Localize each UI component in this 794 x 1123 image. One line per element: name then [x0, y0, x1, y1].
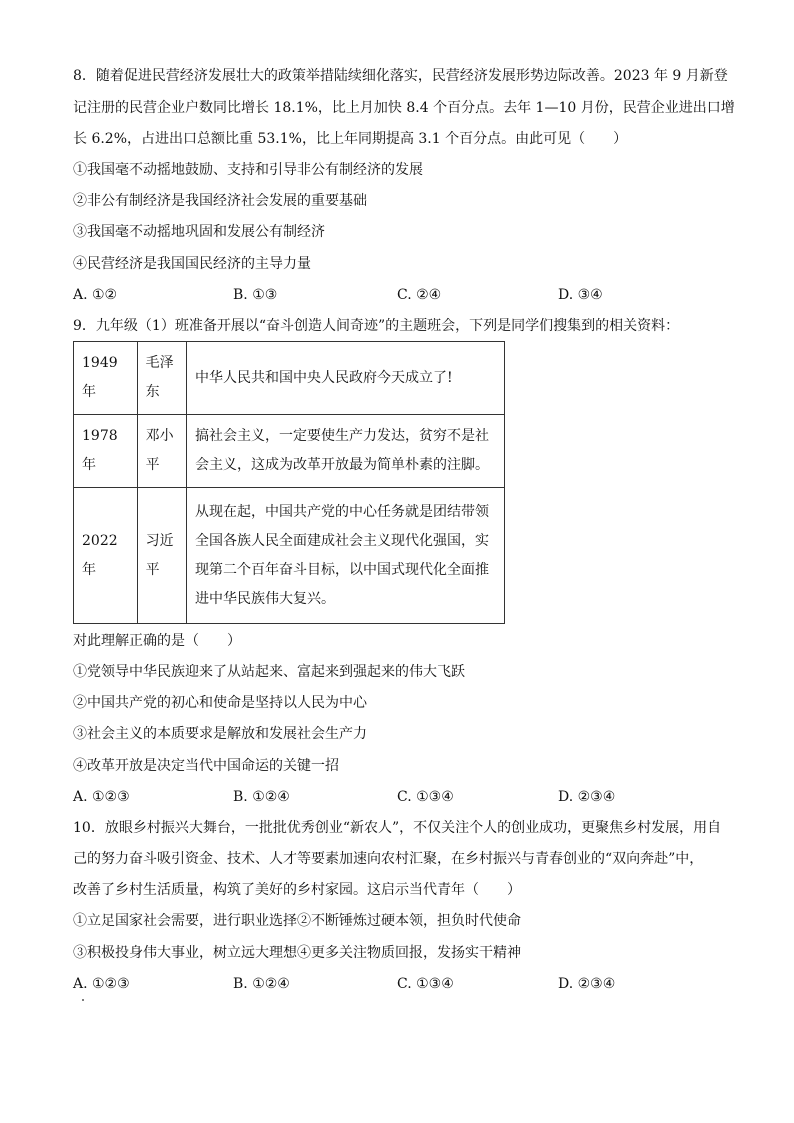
q10-option-b[interactable]: B. ①②④: [233, 976, 290, 992]
scan-dot: [82, 999, 84, 1001]
q8-item-3: ③我国毫不动摇地巩固和发展公有制经济: [73, 224, 325, 240]
q10-item-2: ③积极投身伟大事业，树立远大理想④更多关注物质回报，发扬实干精神: [73, 945, 521, 961]
table-cell-quote: [187, 342, 505, 415]
q9-item-2: ②中国共产党的初心和使命是坚持以人民为中心: [73, 695, 367, 711]
quote-text: 从现在起，中国共产党的中心任务就是团结带领: [195, 503, 490, 520]
quote-text: 会主义，这成为改革开放最为简单朴素的注脚。: [195, 457, 490, 473]
q8-option-c[interactable]: C. ②④: [397, 287, 442, 303]
q10-options: [73, 974, 673, 994]
year-text: 年: [82, 561, 96, 578]
year-text: 年: [82, 457, 96, 473]
table-row: [74, 488, 505, 624]
q8-item-4: ④民营经济是我国国民经济的主导力量: [73, 256, 311, 272]
name-text: 东: [145, 384, 160, 400]
quote-text: 全国各族人民全面建成社会主义现代化强国，实: [195, 532, 490, 549]
name-text: 习近: [145, 532, 174, 549]
name-text: 邓小: [145, 428, 174, 444]
q9-stem: 9．九年级（1）班准备开展以“奋斗创造人间奇迹”的主题班会，下列是同学们搜集到的相关资料：: [73, 318, 680, 334]
q8-item-1: ①我国毫不动摇地鼓励、支持和引导非公有制经济的发展: [73, 162, 423, 178]
q8-options: [73, 285, 673, 305]
q10-stem-line-1: 10．放眼乡村振兴大舞台，一批批优秀创业“新农人”，不仅关注个人的创业成功，更聚焦乡村发展，用自: [73, 820, 722, 836]
q10-option-c[interactable]: C. ①③④: [397, 976, 454, 992]
table-cell-year: [74, 488, 138, 624]
table-cell-quote: [187, 415, 505, 488]
table-row: [74, 342, 505, 415]
q9-question: 对此理解正确的是（ ）: [73, 633, 241, 649]
name-text: 平: [145, 457, 160, 473]
q8-option-a[interactable]: A. ①②: [73, 287, 118, 303]
q9-option-c[interactable]: C. ①③④: [397, 789, 454, 805]
q9-options: [73, 787, 673, 807]
table-cell-name: [137, 415, 186, 488]
q8-stem-line-1: 8．随着促进民营经济发展壮大的政策举措陆续细化落实，民营经济发展形势边际改善。2023 年 9 月新登: [73, 68, 728, 84]
quote-text: 搞社会主义，一定要使生产力发达，贫穷不是社: [195, 428, 490, 444]
quote-text: 中华人民共和国中央人民政府今天成立了!: [195, 369, 453, 386]
q10-item-1: ①立足国家社会需要，进行职业选择②不断锤炼过硬本领，担负时代使命: [73, 913, 521, 929]
q9-item-1: ①党领导中华民族迎来了从站起来、富起来到强起来的伟大飞跃: [73, 664, 465, 680]
table-cell-quote: [187, 488, 505, 624]
q8-option-b[interactable]: B. ①③: [233, 287, 278, 303]
q10-option-a[interactable]: A. ①②③: [73, 976, 130, 992]
year-text: 年: [82, 384, 96, 400]
q8-option-d[interactable]: D. ③④: [558, 287, 603, 303]
q9-item-4: ④改革开放是决定当代中国命运的关键一招: [73, 758, 339, 774]
name-text: 毛泽: [145, 355, 174, 371]
q8-stem-line-2: 记注册的民营企业户数同比增长 18.1%，比上月加快 8.4 个百分点。去年 1—10 月份，民营企业进出口增: [73, 100, 735, 116]
q9-table: [73, 341, 505, 624]
year-text: 1978: [82, 428, 118, 444]
q9-option-d[interactable]: D. ②③④: [558, 789, 616, 805]
year-text: 1949: [82, 355, 118, 371]
q9-item-3: ③社会主义的本质要求是解放和发展社会生产力: [73, 726, 367, 742]
q8-item-2: ②非公有制经济是我国经济社会发展的重要基础: [73, 193, 367, 209]
q8-stem-line-3: 长 6.2%，占进出口总额比重 53.1%，比上年同期提高 3.1 个百分点。由此可见（ ）: [73, 131, 628, 147]
table-cell-name: [137, 342, 186, 415]
quote-text: 现第二个百年奋斗目标，以中国式现代化全面推: [195, 561, 490, 578]
year-text: 2022: [82, 532, 118, 549]
q10-option-d[interactable]: D. ②③④: [558, 976, 616, 992]
table-row: [74, 415, 505, 488]
table-cell-year: [74, 415, 138, 488]
q10-stem-line-3: 改善了乡村生活质量，构筑了美好的乡村家园。这启示当代青年（ ）: [73, 882, 521, 898]
table-cell-year: [74, 342, 138, 415]
name-text: 平: [145, 561, 160, 578]
table-cell-name: [137, 488, 186, 624]
quote-text: 进中华民族伟大复兴。: [195, 590, 336, 607]
q9-option-b[interactable]: B. ①②④: [233, 789, 290, 805]
q9-option-a[interactable]: A. ①②③: [73, 789, 130, 805]
q10-stem-line-2: 己的努力奋斗吸引资金、技术、人才等要素加速向农村汇聚，在乡村振兴与青春创业的“双向奔赴”中，: [73, 851, 704, 867]
